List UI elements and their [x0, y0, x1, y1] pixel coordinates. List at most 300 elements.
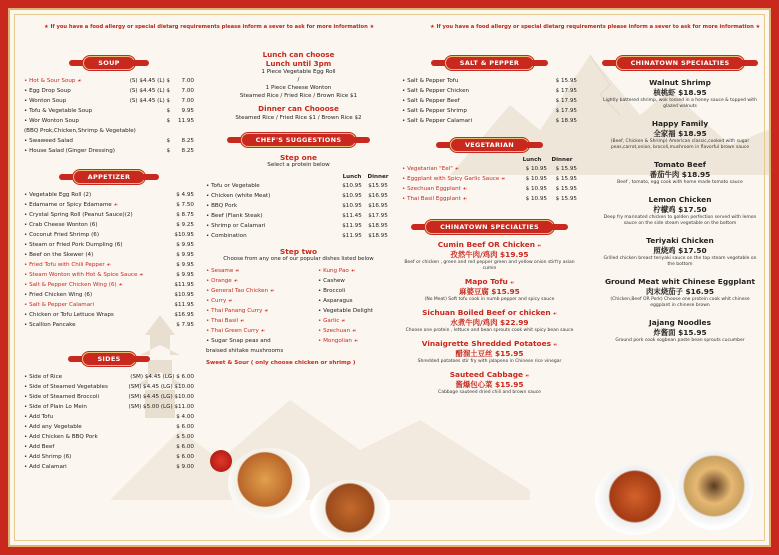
vegetarian-list	[402, 164, 577, 204]
menu-item-price: $ 6.00	[176, 454, 194, 460]
specialty-description: Choose one protein , lettuce and bean sprouts cook whit spicy bean sauce	[405, 328, 574, 333]
protein-dinner-price: $16.95	[368, 203, 388, 209]
allergy-notice-right: ★ If you have a food allergy or special dietarg requirements please inform a sever to ask for more information ★	[430, 24, 761, 30]
menu-item-name: • Steam or Fried Pork Dumpling (6)	[24, 242, 123, 248]
step-two-sub: Choose from any one of our popular dishes listed below	[223, 256, 374, 262]
menu-page	[8, 8, 771, 547]
menu-item	[24, 462, 194, 472]
menu-item	[24, 220, 194, 230]
step-one-title: Step one	[279, 153, 318, 162]
soup-banner	[24, 56, 194, 70]
menu-item-price: $ 5.00	[176, 434, 194, 440]
specialty-dish	[600, 277, 760, 309]
menu-item-price: 7.00	[181, 88, 194, 94]
menu-item-price: (SM) $4.45 (LG) $ 6.00	[130, 374, 194, 380]
menu-item-price	[170, 126, 194, 136]
protein-dinner-price: $16.95	[368, 193, 388, 199]
chili-pepper-icon: ☙	[460, 196, 467, 202]
food-photo-noodles	[675, 450, 753, 530]
menu-item-name: • Eggplant with Spicy Garlic Sauce ☙	[402, 176, 506, 182]
star-icon: ★	[367, 24, 375, 30]
chili-pepper-icon: ☙	[452, 166, 459, 172]
menu-item-price: $ 9.95	[176, 252, 194, 258]
menu-item	[402, 184, 577, 194]
chili-pepper-icon: ☙	[104, 262, 111, 268]
menu-item-name: • Egg Drop Soup	[24, 88, 71, 94]
dish-choices-left	[206, 266, 318, 356]
menu-item-name: • Add any Vegetable	[24, 424, 82, 430]
menu-item-name: • Wonton Soup	[24, 98, 67, 104]
specialty-dish	[402, 240, 577, 272]
dish-choice-name: • Curry ☙	[206, 298, 233, 304]
specialty-description: (Chicken,Beef OR Pork) Choose one protein cook whit chinese eggplant in chinese brown	[610, 297, 750, 308]
chefs-banner	[206, 133, 391, 147]
lunch-title: Lunch can choose	[262, 50, 335, 59]
menu-item-price: $ 6.00	[176, 444, 194, 450]
column-right	[600, 56, 760, 353]
menu-item-price: $ 9.00	[176, 464, 194, 470]
chili-pepper-icon: ☙	[111, 202, 118, 208]
protein-row	[206, 191, 391, 201]
star-icon: ★	[430, 24, 437, 30]
dish-choice-name: • Mongolian ☙	[318, 338, 359, 344]
protein-name: • Shrimp or Calamari	[206, 223, 266, 229]
menu-item-name: • Add Shrimp (6)	[24, 454, 72, 460]
protein-list	[206, 181, 391, 241]
salt-pepper-list	[402, 76, 577, 126]
specialty-name: Vinaigrette Shredded Potatoes ☙	[421, 339, 558, 348]
dish-choice-name: • Asparagus	[318, 298, 353, 304]
specialty-name: Teriyaki Chicken	[646, 236, 714, 245]
menu-item	[24, 382, 194, 392]
menu-item	[24, 320, 194, 330]
menu-item	[24, 250, 194, 260]
protein-header: Lunch Dinner	[342, 174, 389, 180]
lunch-until: Lunch until 3pm	[265, 59, 332, 68]
menu-item-name: • Side of Steamed Vegetables	[24, 384, 108, 390]
menu-item-lunch-price: $ 10.95	[525, 186, 547, 192]
menu-item-size: $	[166, 118, 170, 124]
specialty-dish	[600, 119, 760, 151]
specialty-description: Shredded potatoes stir fry with jalapeno in Chinese rice vinegar	[417, 359, 562, 364]
specialty-dish	[600, 318, 760, 344]
protein-lunch-price: $11.95	[342, 223, 362, 229]
menu-item-price: (SM) $4.45 (LG) $10.00	[128, 384, 194, 390]
dish-choice	[318, 296, 391, 306]
dish-choice	[206, 296, 318, 306]
salt-pepper-title: SALT & PEPPER	[445, 56, 534, 70]
chili-pepper-icon: ☙	[75, 78, 82, 84]
column-center-left	[206, 50, 391, 368]
appetizer-list	[24, 190, 194, 330]
menu-item	[24, 126, 194, 136]
menu-item-name: • Wor Wonton Soup	[24, 118, 79, 124]
menu-item	[402, 76, 577, 86]
chinatown-mid-list	[402, 240, 577, 396]
menu-item	[24, 230, 194, 240]
chili-pepper-icon: ☙	[507, 280, 515, 286]
protein-lunch-price: $11.95	[342, 233, 362, 239]
specialty-dish	[600, 236, 760, 268]
specialty-description: Beef , tomato, egg cook with home made tomato sauce	[617, 180, 743, 185]
sides-title: SIDES	[82, 352, 135, 366]
menu-item-dinner-price: $ 15.95	[555, 186, 577, 192]
star-icon: ★	[753, 24, 761, 30]
soup-title: SOUP	[83, 56, 134, 70]
protein-name: • Tofu or Vegetable	[206, 183, 260, 189]
dish-choice	[206, 336, 318, 346]
sides-banner	[24, 352, 194, 366]
menu-item	[24, 452, 194, 462]
specialty-description: Deep fry marinated chicken to golden perfection served with lemon sauce on the side steam vegetable on the bottom	[603, 215, 757, 226]
dish-choice	[318, 276, 391, 286]
menu-item-price: $ 4.00	[176, 414, 194, 420]
menu-item	[402, 174, 577, 184]
specialty-name: Sauteed Cabbage ☙	[449, 370, 530, 379]
menu-item-price: $ 17.95	[555, 108, 577, 114]
specialty-price: 酱爆包心菜 $15.95	[455, 380, 524, 389]
lunch-line3: Steamed Rice / Fried Rice / Brown Rice $1	[239, 93, 358, 99]
menu-item-name: • House Salad (Ginger Dressing)	[24, 148, 115, 154]
dish-choice-name: • Broccoli	[318, 288, 346, 294]
specialty-price: 醋溜土豆丝 $15.95	[455, 349, 524, 358]
sides-list	[24, 372, 194, 472]
menu-item-name: • Coconut Fried Shrimp (6)	[24, 232, 100, 238]
chefs-title: CHEF'S SUGGESTIONS	[241, 133, 357, 147]
menu-item	[24, 422, 194, 432]
specialty-name: Cumin Beef OR Chicken ☙	[437, 240, 542, 249]
protein-name: • Beef (Flank Steak)	[206, 213, 263, 219]
specialty-dish	[402, 308, 577, 334]
menu-item-name: • Tofu & Vegetable Soup	[24, 108, 93, 114]
allergy-notice-left: ★ If you have a food allergy or special dietarg requirements please inform a sever to ask for more information ★	[44, 24, 375, 30]
menu-item-name: • Edamame or Spicy Edamame ☙	[24, 202, 118, 208]
specialty-price: 孜然牛肉/鸡肉 $19.95	[450, 250, 529, 259]
dish-choice	[206, 346, 318, 356]
specialty-dish	[600, 160, 760, 186]
menu-item-name: • Fried Tofu with Chili Pepper ☙	[24, 262, 111, 268]
chili-pepper-icon: ☙	[499, 176, 506, 182]
protein-row	[206, 221, 391, 231]
menu-item-lunch-price: $ 10.95	[525, 196, 547, 202]
menu-item-name: • Add Calamari	[24, 464, 67, 470]
menu-item	[24, 442, 194, 452]
menu-item-price: $ 9.95	[176, 242, 194, 248]
menu-item-price: $ 8.75	[176, 212, 194, 218]
protein-row	[206, 231, 391, 241]
menu-item-dinner-price: $ 15.95	[555, 166, 577, 172]
specialty-price: 核桃虾 $18.95	[653, 88, 707, 97]
protein-name: • Combination	[206, 233, 247, 239]
menu-item	[24, 106, 194, 116]
chili-pepper-icon: ☙	[551, 342, 558, 348]
menu-item-name: • Add Chicken & BBQ Pork	[24, 434, 98, 440]
dish-choice-name: • Thai Green Curry ☙	[206, 328, 265, 334]
specialty-name: Ground Meat whit Chinese Eggplant	[604, 277, 756, 286]
specialty-dish	[402, 339, 577, 365]
dish-choice	[206, 266, 318, 276]
chili-pepper-icon: ☙	[238, 318, 245, 324]
column-center-right	[402, 56, 577, 401]
step-two-title: Step two	[279, 247, 318, 256]
menu-item-name: • Crab Cheese Wonton (6)	[24, 222, 98, 228]
specialty-dish	[402, 370, 577, 396]
specialty-price: 全家福 $18.95	[653, 129, 707, 138]
dinner-line: Steamed Rice / Fried Rice $1 / Brown Rice $2	[235, 115, 362, 121]
menu-item-name: • Hot & Sour Soup ☙	[24, 78, 82, 84]
vegetarian-title: VEGETARIAN	[450, 138, 529, 152]
menu-item-price: $ 15.95	[555, 78, 577, 84]
chili-pepper-icon: ☙	[137, 272, 144, 278]
dish-choice-name: • General Tao Chicken ☙	[206, 288, 275, 294]
dish-choice-name: • Sesame ☙	[206, 268, 240, 274]
specialty-price: 水煮牛肉/鸡肉 $22.99	[450, 318, 529, 327]
menu-item-name: • Side of Steamed Broccoli	[24, 394, 100, 400]
menu-item	[24, 412, 194, 422]
menu-item-name: • Scallion Pancake	[24, 322, 76, 328]
menu-item	[24, 300, 194, 310]
menu-item-price: 9.95	[181, 108, 194, 114]
specialty-name: Jajang Noodles	[649, 318, 711, 327]
protein-row	[206, 181, 391, 191]
menu-item-price: $ 18.95	[555, 118, 577, 124]
menu-item-name: • Salt & Pepper Shrimp	[402, 108, 467, 114]
chili-pepper-icon: ☙	[339, 318, 346, 324]
dish-choice	[206, 316, 318, 326]
menu-item-lunch-price: $ 10.95	[525, 166, 547, 172]
menu-item-size: $	[166, 108, 170, 114]
menu-item-price: (SM) $4.45 (LG) $10.00	[128, 394, 194, 400]
menu-item-price: $11.95	[174, 282, 194, 288]
menu-item-price: $ 9.25	[176, 222, 194, 228]
menu-item-name: • Salt & Pepper Calamari	[24, 302, 95, 308]
chinatown-right-title: CHINATOWN SPECIALTIES	[616, 56, 745, 70]
menu-item-size: (S) $4.45 (L) $	[129, 78, 170, 84]
menu-item	[24, 190, 194, 200]
dish-choices	[206, 266, 391, 356]
chili-pepper-icon: ☙	[348, 268, 355, 274]
protein-name: • BBQ Pork	[206, 203, 238, 209]
protein-dinner-price: $18.95	[368, 233, 388, 239]
protein-dinner-price: $18.95	[368, 223, 388, 229]
menu-item-price: $ 7.95	[176, 322, 194, 328]
menu-item	[402, 116, 577, 126]
menu-item	[402, 86, 577, 96]
menu-item-price: 7.00	[181, 98, 194, 104]
menu-item-size: $	[166, 138, 170, 144]
protein-lunch-price: $10.95	[342, 203, 362, 209]
menu-item	[402, 164, 577, 174]
menu-item	[24, 86, 194, 96]
menu-item-price: 8.25	[181, 148, 194, 154]
dish-choice	[318, 266, 391, 276]
menu-item-name: • Salt & Pepper Chicken Wing (6) ☙	[24, 282, 123, 288]
menu-item-price: 8.25	[181, 138, 194, 144]
soup-list	[24, 76, 194, 156]
menu-item-name: • Side of Rice	[24, 374, 63, 380]
menu-item-size: $	[166, 148, 170, 154]
chili-pepper-icon: ☙	[258, 328, 265, 334]
dish-choice	[206, 276, 318, 286]
menu-item-name: • Beef on the Skewer (4)	[24, 252, 94, 258]
menu-item	[24, 432, 194, 442]
specialty-name: Sichuan Boiled Beef or chicken ☙	[422, 308, 557, 317]
menu-item-name: • Add Tofu	[24, 414, 54, 420]
dish-choice-name: braised shitake mushrooms	[206, 348, 284, 354]
menu-item	[24, 210, 194, 220]
specialty-price: 柠檬鸡 $17.50	[653, 205, 707, 214]
menu-item	[24, 240, 194, 250]
menu-item-price: $ 17.95	[555, 98, 577, 104]
dish-choices-right	[318, 266, 391, 356]
specialty-description: (No Meat) Soft tofu cook in numb pepper and spicy sauce	[424, 297, 555, 302]
menu-item-size: (S) $4.45 (L) $	[129, 88, 170, 94]
specialty-name: Happy Family	[651, 119, 709, 128]
menu-item-price: $ 4.95	[176, 192, 194, 198]
menu-item-price: (SM) $5.00 (LG) $11.00	[128, 404, 194, 410]
menu-item-name: • Swaweed Salad	[24, 138, 73, 144]
column-left	[24, 56, 194, 472]
chinatown-mid-banner	[402, 220, 577, 234]
sweet-sour-note: Sweet & Sour ( only choose chicken or shrimp )	[206, 360, 356, 366]
specialty-description: Beef or chicken , green and red pepper green and yellow onion stirfry asian cumin	[404, 260, 575, 271]
menu-item-name: • Crystal Spring Roll (Peanut Sauce)(2)	[24, 212, 133, 218]
menu-item	[24, 372, 194, 382]
menu-item-name: • Salt & Pepper Calamari	[402, 118, 473, 124]
menu-item-name: • Add Beef	[24, 444, 55, 450]
specialty-description: Lightly battered shrimp, wok tossed in a honey sauce & topped with glazed walnuts	[603, 98, 757, 109]
protein-lunch-price: $10.95	[342, 193, 362, 199]
dinner-title: Dinner can Chooose	[258, 104, 339, 113]
dish-choice	[318, 336, 391, 346]
dish-choice-name: • Cashew	[318, 278, 345, 284]
protein-row	[206, 201, 391, 211]
menu-item-name: • Salt & Pepper Beef	[402, 98, 460, 104]
vegetarian-header: Lunch Dinner	[522, 157, 573, 163]
specialty-dish	[600, 195, 760, 227]
menu-item-lunch-price: $ 10.95	[525, 176, 547, 182]
chili-pepper-icon: ☙	[550, 311, 557, 317]
menu-item	[24, 260, 194, 270]
menu-item-price: $ 17.95	[555, 88, 577, 94]
specialty-price: 麻婆豆腐 $15.95	[459, 287, 520, 296]
menu-item-price: 11.95	[177, 118, 194, 124]
menu-item	[402, 96, 577, 106]
dish-choice	[318, 316, 391, 326]
menu-item-name: • Salt & Pepper Tofu	[402, 78, 459, 84]
specialty-name: Tomato Beef	[654, 160, 706, 169]
menu-item-price: $10.95	[174, 292, 194, 298]
chinatown-right-banner	[600, 56, 760, 70]
dish-choice-name: • Vegetable Delight	[318, 308, 373, 314]
menu-item	[24, 290, 194, 300]
chili-pepper-icon: ☙	[460, 186, 467, 192]
chili-pepper-icon: ☙	[233, 268, 240, 274]
menu-item-dinner-price: $ 15.95	[555, 176, 577, 182]
menu-item	[24, 270, 194, 280]
menu-item-price: 7.00	[181, 78, 194, 84]
chinatown-right-list	[600, 78, 760, 344]
specialty-description: Ground pork cook sogbean paste bean sprouts cucumber	[615, 338, 745, 343]
menu-item	[24, 96, 194, 106]
menu-item-name: (BBQ Prok,Chicken,Shrimp & Vegetable)	[24, 128, 136, 134]
chili-pepper-icon: ☙	[351, 338, 359, 344]
specialty-name: Lemon Chicken	[648, 195, 712, 204]
menu-item-price: $ 9.95	[176, 262, 194, 268]
chili-pepper-icon: ☙	[535, 243, 542, 249]
specialty-description: Grilled chicken breast teriyaki sauce on the top steam vegetable on the bottom	[603, 256, 757, 267]
menu-item	[24, 146, 194, 156]
chili-pepper-icon: ☙	[268, 288, 275, 294]
menu-item-name: • Szechuan Eggplant ☙	[402, 186, 467, 192]
specialty-description: Cabbage sauteed dried chili and brown sauce	[438, 390, 541, 395]
menu-item-price: $ 6.00	[176, 424, 194, 430]
food-photo-tofu	[595, 465, 675, 535]
dish-choice	[318, 326, 391, 336]
food-photo-skewers	[228, 448, 310, 518]
food-photo-tomato	[210, 450, 232, 472]
protein-row	[206, 211, 391, 221]
specialty-description: (Beef, Chicken & Shrimp) American classic,cooked with sugar peas,carrot,onion, brocoli,mushroom in flavorful brown sauce	[610, 139, 750, 150]
lunch-or: /	[297, 77, 300, 83]
protein-lunch-price: $10.95	[342, 183, 362, 189]
dish-choice-name: • Orange ☙	[206, 278, 238, 284]
menu-item-price: $16.95	[174, 312, 194, 318]
appetizer-title: APPETIZER	[73, 170, 146, 184]
dish-choice	[318, 306, 391, 316]
menu-item	[24, 280, 194, 290]
dish-choice	[318, 286, 391, 296]
dish-choice-name: • Kung Pao ☙	[318, 268, 355, 274]
protein-dinner-price: $15.95	[368, 183, 388, 189]
protein-dinner-price: $17.95	[368, 213, 388, 219]
menu-item-price: $ 7.50	[176, 202, 194, 208]
menu-item-name: • Vegetarian "Eel" ☙	[402, 166, 459, 172]
vegetarian-banner	[402, 138, 577, 152]
specialty-name: Mapo Tofu ☙	[464, 277, 515, 286]
chili-pepper-icon: ☙	[116, 282, 123, 288]
menu-item-name: • Thai Basil Eggplant ☙	[402, 196, 467, 202]
chili-pepper-icon: ☙	[226, 298, 233, 304]
specialty-dish	[402, 277, 577, 303]
specialty-price: 番茄牛肉 $18.95	[649, 170, 711, 179]
menu-item	[24, 76, 194, 86]
chili-pepper-icon: ☙	[523, 373, 530, 379]
menu-item	[402, 106, 577, 116]
menu-item-size: (S) $4.45 (L) $	[129, 98, 170, 104]
protein-lunch-price: $11.45	[342, 213, 362, 219]
menu-item	[24, 200, 194, 210]
menu-item-dinner-price: $ 15.95	[555, 196, 577, 202]
lunch-line1: 1 Piece Vegetable Egg Roll	[261, 69, 336, 75]
step-one-sub: Select a protein below	[267, 162, 330, 168]
dish-choice	[206, 306, 318, 316]
chili-pepper-icon: ☙	[350, 328, 357, 334]
menu-item-name: • Vegetable Egg Roll (2)	[24, 192, 92, 198]
food-photo-chicken	[310, 480, 390, 542]
dish-choice-name: • Szechuan ☙	[318, 328, 357, 334]
specialty-dish	[600, 78, 760, 110]
lunch-line2: 1 Piece Cheese Wonton	[265, 85, 332, 91]
specialty-price: 肉末烧茄子 $16.95	[645, 287, 715, 296]
dish-choice	[206, 286, 318, 296]
dish-choice-name: • Thai Basil ☙	[206, 318, 245, 324]
chili-pepper-icon: ☙	[231, 278, 238, 284]
chili-pepper-icon: ☙	[262, 308, 269, 314]
menu-item	[24, 392, 194, 402]
dish-choice	[206, 326, 318, 336]
menu-item-name: • Side of Plain Lo Mein	[24, 404, 87, 410]
